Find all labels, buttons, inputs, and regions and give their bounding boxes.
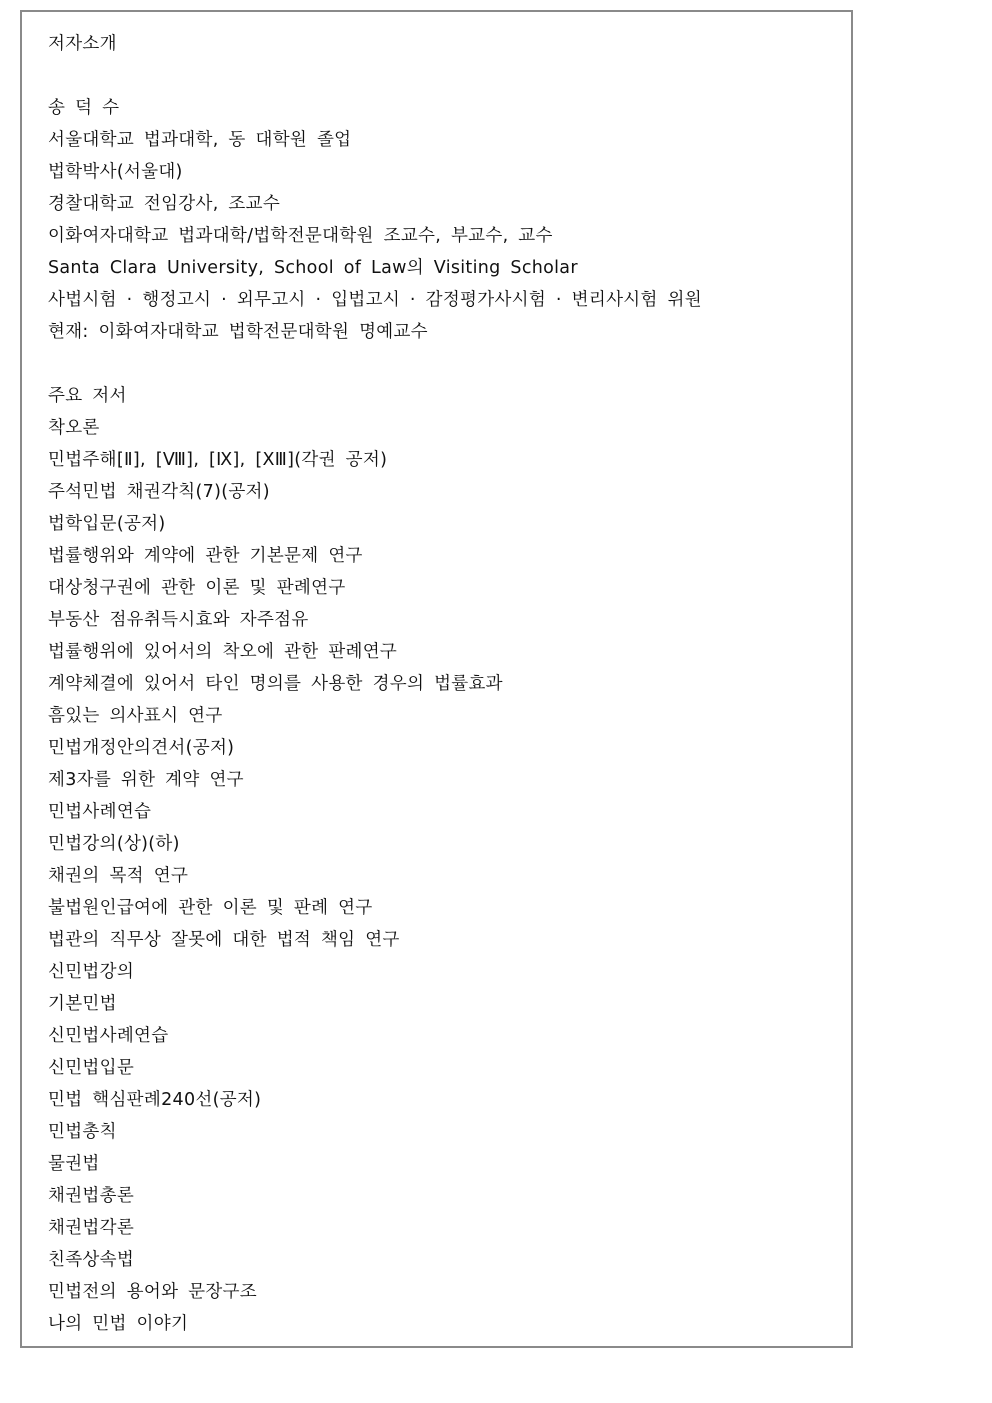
work-item: 신민법사례연습 [48, 1026, 169, 1046]
page-frame [20, 10, 853, 1348]
work-item: 채권법각론 [48, 1218, 135, 1238]
bio-line: 이화여자대학교 법과대학/법학전문대학원 조교수, 부교수, 교수 [48, 226, 553, 246]
work-item: 민법강의(상)(하) [48, 834, 180, 854]
bio-line: 법학박사(서울대) [48, 162, 183, 182]
work-item: 민법사례연습 [48, 802, 152, 822]
spacer [48, 348, 838, 380]
work-item: 착오론 [48, 418, 100, 438]
work-item: 민법주해[Ⅱ], [Ⅷ], [Ⅸ], [ⅩⅢ](각권 공저) [48, 450, 388, 470]
work-item: 채권법총론 [48, 1186, 135, 1206]
work-item: 민법전의 용어와 문장구조 [48, 1282, 257, 1302]
work-item: 기본민법 [48, 994, 117, 1014]
author-intro-content [48, 28, 838, 1340]
work-item: 대상청구권에 관한 이론 및 판례연구 [48, 578, 346, 598]
work-item: 친족상속법 [48, 1250, 135, 1270]
work-item: 법학입문(공저) [48, 514, 166, 534]
work-item: 나의 민법 이야기 [48, 1314, 189, 1334]
work-item: 민법총칙 [48, 1122, 117, 1142]
author-name: 송 덕 수 [48, 98, 120, 118]
work-item: 신민법강의 [48, 962, 135, 982]
author-bio-list [48, 124, 838, 348]
work-item: 채권의 목적 연구 [48, 866, 189, 886]
work-item: 부동산 점유취득시효와 자주점유 [48, 610, 309, 630]
work-item: 주석민법 채권각칙(7)(공저) [48, 482, 270, 502]
work-item: 불법원인급여에 관한 이론 및 판례 연구 [48, 898, 373, 918]
bio-line: 경찰대학교 전임강사, 조교수 [48, 194, 281, 214]
spacer [48, 60, 838, 92]
bio-line: 서울대학교 법과대학, 동 대학원 졸업 [48, 130, 352, 150]
work-item: 법관의 직무상 잘못에 대한 법적 책임 연구 [48, 930, 400, 950]
work-item: 흠있는 의사표시 연구 [48, 706, 223, 726]
work-item: 물권법 [48, 1154, 100, 1174]
work-item: 민법 핵심판례240선(공저) [48, 1090, 262, 1110]
works-title: 주요 저서 [48, 386, 127, 406]
work-item: 법률행위와 계약에 관한 기본문제 연구 [48, 546, 363, 566]
bio-line: Santa Clara University, School of Law의 Visiting Scholar [48, 258, 578, 278]
work-item: 법률행위에 있어서의 착오에 관한 판례연구 [48, 642, 398, 662]
work-item: 계약체결에 있어서 타인 명의를 사용한 경우의 법률효과 [48, 674, 503, 694]
works-list [48, 412, 838, 1340]
bio-line: 사법시험 · 행정고시 · 외무고시 · 입법고시 · 감정평가사시험 · 변리사시험 위원 [48, 290, 702, 310]
bio-line: 현재: 이화여자대학교 법학전문대학원 명예교수 [48, 322, 428, 342]
work-item: 신민법입문 [48, 1058, 135, 1078]
work-item: 제3자를 위한 계약 연구 [48, 770, 244, 790]
section-heading: 저자소개 [48, 34, 117, 54]
work-item: 민법개정안의견서(공저) [48, 738, 235, 758]
